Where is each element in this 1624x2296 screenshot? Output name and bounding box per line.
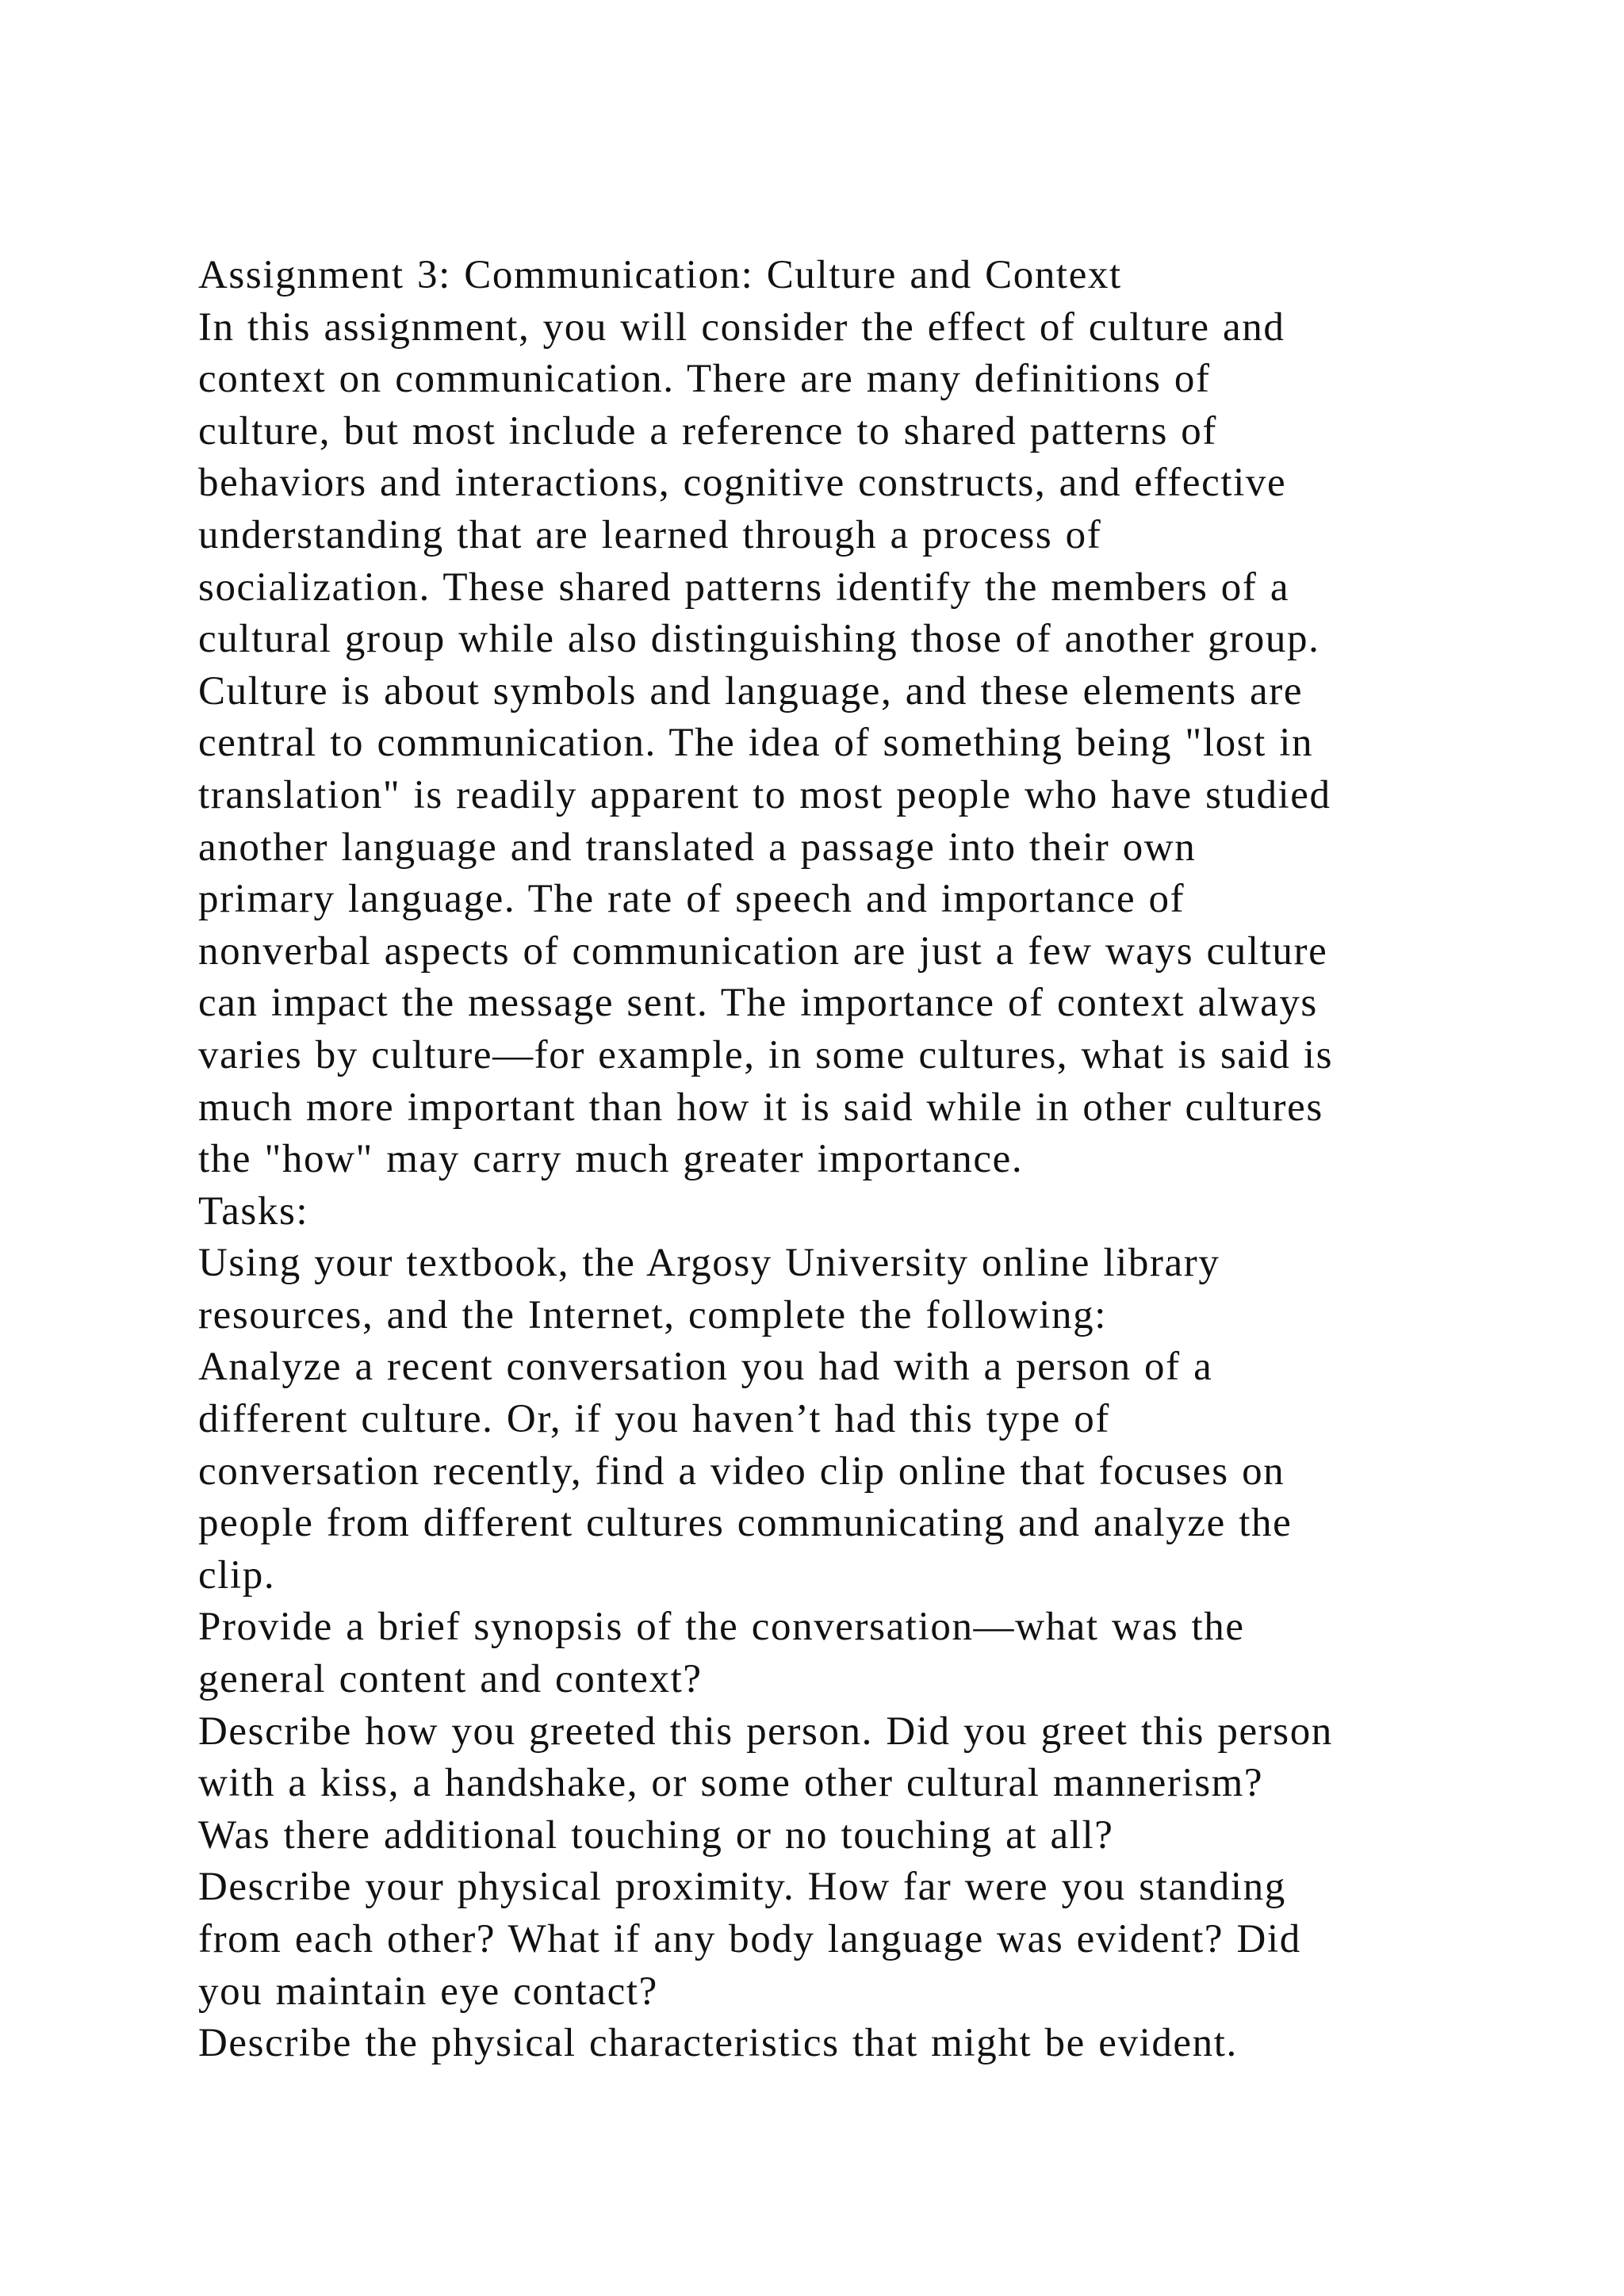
- intro-line: cultural group while also distinguishing those of another group.: [198, 617, 1320, 662]
- task-line: Describe your physical proximity. How far were you standing: [198, 1865, 1286, 1910]
- task-line: resources, and the Internet, complete the following:: [198, 1292, 1108, 1337]
- intro-line: the "how" may carry much greater importance.: [198, 1137, 1024, 1182]
- intro-line: much more important than how it is said while in other cultures: [198, 1085, 1323, 1130]
- task-line: clip.: [198, 1552, 276, 1598]
- document-body: [198, 250, 1483, 2070]
- task-line: conversation recently, find a video clip online that focuses on: [198, 1448, 1285, 1494]
- intro-line: nonverbal aspects of communication are just a few ways culture: [198, 928, 1328, 974]
- task-line: Analyze a recent conversation you had with a person of a: [198, 1345, 1213, 1390]
- intro-line: central to communication. The idea of something being "lost in: [198, 721, 1314, 766]
- task-line: Was there additional touching or no touching at all?: [198, 1812, 1114, 1858]
- task-line: Describe the physical characteristics that might be evident.: [198, 2021, 1238, 2066]
- task-line: general content and context?: [198, 1657, 703, 1702]
- intro-line: translation" is readily apparent to most people who have studied: [198, 772, 1331, 817]
- intro-line: can impact the message sent. The importance of context always: [198, 981, 1318, 1026]
- intro-line: varies by culture—for example, in some cultures, what is said is: [198, 1032, 1334, 1077]
- intro-line: Culture is about symbols and language, and these elements are: [198, 668, 1304, 714]
- intro-line: context on communication. There are many definitions of: [198, 357, 1211, 402]
- tasks-heading: Tasks:: [198, 1188, 309, 1234]
- task-line: different culture. Or, if you haven’t had this type of: [198, 1397, 1110, 1442]
- intro-line: culture, but most include a reference to shared patterns of: [198, 408, 1217, 453]
- intro-line: understanding that are learned through a process of: [198, 512, 1102, 557]
- intro-line: another language and translated a passage into their own: [198, 825, 1197, 870]
- task-line: Provide a brief synopsis of the conversation—what was the: [198, 1605, 1245, 1650]
- task-line: people from different cultures communicating and analyze the: [198, 1501, 1293, 1546]
- task-line: with a kiss, a handshake, or some other cultural mannerism?: [198, 1761, 1264, 1806]
- assignment-title: Assignment 3: Communication: Culture and Context: [198, 253, 1122, 297]
- task-line: Describe how you greeted this person. Did you greet this person: [198, 1709, 1333, 1754]
- task-line: you maintain eye contact?: [198, 1969, 658, 2014]
- intro-line: socialization. These shared patterns identify the members of a: [198, 564, 1290, 610]
- intro-line: In this assignment, you will consider the effect of culture and: [198, 304, 1285, 350]
- intro-line: primary language. The rate of speech and importance of: [198, 877, 1185, 922]
- task-line: Using your textbook, the Argosy University online library: [198, 1241, 1220, 1286]
- intro-line: behaviors and interactions, cognitive constructs, and effective: [198, 461, 1287, 506]
- task-line: from each other? What if any body language was evident? Did: [198, 1917, 1301, 1961]
